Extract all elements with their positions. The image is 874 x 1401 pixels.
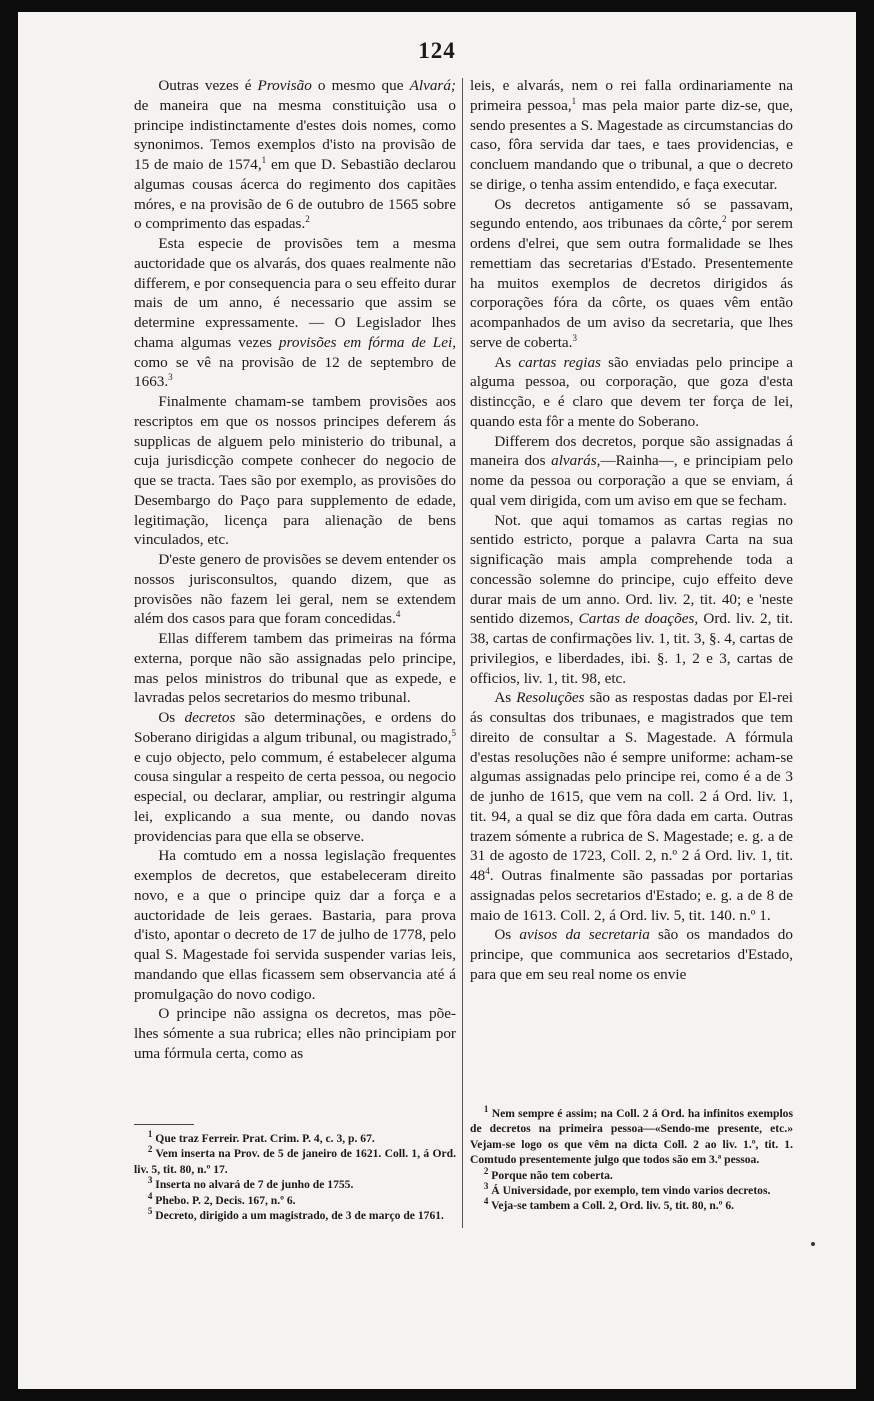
footnote (470, 1106, 793, 1168)
footnote (134, 1208, 456, 1223)
text-run: Os (158, 709, 185, 726)
footnotes-right (470, 1106, 793, 1214)
italic-text: cartas regias (518, 353, 601, 371)
footnote-rule-left (134, 1124, 194, 1125)
text-run: Differem dos decretos, porque são assignadas á maneira dos (470, 432, 793, 470)
text-run: Veja-se tambem a Coll. 2, Ord. liv. 5, tit. 80, n.º 6. (488, 1199, 735, 1213)
footnote-marker: 2 (147, 1144, 153, 1155)
footnote (134, 1190, 456, 1208)
column-divider (462, 78, 463, 1228)
footnote-marker: 4 (395, 609, 401, 620)
italic-text: Provisão (257, 77, 312, 94)
text-run: são enviadas pelo principe a alguma pessoa, ou corporação, que goza d'esta distincção, e é claro que devem ter força de lei, quando esta fôr a mente do Soberano. (470, 353, 793, 430)
page-number: 124 (418, 38, 456, 63)
footnote-marker: 1 (483, 1104, 489, 1115)
text-run: são as respostas dadas por El-rei ás consultas dos tribunaes, e magistrados que tem direito de consultar a S. Magestade. A fórmula d'estas resoluções não é sempre uniforme: acham-se algumas assignadas pelo principe rei, como é a de 3 de junho de 1615, que vem na coll. 2 á Ord. liv. 1, tit. 94, a qual se diz que fôra dada em carta. Outras trazem sómente a rubrica de S. Magestade; e. g. a de 31 de agosto de 1723, Coll. 2, n.º 2 á Ord. liv. 1, tit. 48 (470, 689, 793, 884)
italic-text: Alvará; (409, 77, 456, 94)
text-run: As (494, 353, 519, 371)
text-run: Ellas differem tambem das primeiras na fórma externa, porque não são assignadas pelo principe, mas pelos ministros do tribunal que as expede, e lavradas pelos secretarios do mesmo tribunal. (134, 630, 456, 707)
left-column (134, 76, 456, 1064)
italic-text: avisos da secretaria (519, 926, 650, 944)
text-run: Á Universidade, por exemplo, tem vindo varios decretos. (488, 1184, 771, 1198)
text-run: Esta especie de provisões tem a mesma auctoridade que os alvarás, dos quaes realmente não differem, e por consequencia para o seu effeito durar mais de um anno, é necessario que assim se determine expressamente. — O Legislador lhes chama algumas vezes (134, 235, 456, 351)
footnote-marker: 2 (721, 214, 727, 225)
ink-speck (811, 1242, 815, 1246)
text-run: e cujo objecto, pelo commum, é estabelecer alguma cousa singular a respeito de certa pessoa, ou negocio especial, ou declarar, ampliar, ou restringir alguma lei, explicando a sua mente, ou dando novas providencias para que ella se observe. (134, 748, 456, 845)
paragraph (134, 708, 456, 846)
text-run: Ha comtudo em a nossa legislação frequentes exemplos de decretos, que estabeleceram direito novo, e a que o principe quiz dar a força e a auctoridade de leis geraes. Bastaria, para prova d'isto, apontar o decreto de 17 de julho de 1778, pelo qual S. Magestade foi servida suspender varias leis, mandando que ellas ficassem sem observancia até á promulgação do novo codigo. (134, 847, 456, 1003)
footnote (470, 1183, 793, 1198)
italic-text: alvarás, (551, 452, 601, 470)
footnote-marker: 2 (483, 1165, 489, 1176)
footnotes-left (134, 1131, 456, 1223)
book-page (18, 12, 856, 1389)
text-run: por serem ordens d'elrei, que sem outra formalidade se lhes remettiam das secretarias d'Estado. Presentemente ha muitos exemplos de decretos dirigidos ás corporações fóra da côrte, os quaes vêm então acompanhados de um aviso da secretaria, que lhes serve de coberta. (470, 215, 793, 351)
paragraph (134, 550, 456, 629)
footnote-marker: 4 (147, 1190, 153, 1201)
text-run: Not. que aqui tomamos as cartas regias no sentido estricto, porque a palavra Carta na sua significação mais ampla comprehende toda a concessão solemne do principe, cujo effeito deve durar mais de um anno. Ord. liv. 2, tit. 40; e 'neste sentido dizemos, (470, 511, 793, 628)
paragraph (134, 392, 456, 550)
text-run: Decreto, dirigido a um magistrado, de 3 de março de 1761. (152, 1209, 444, 1223)
paragraph (470, 925, 793, 984)
text-run: são os mandados do principe, que communica aos secretarios d'Estado, para que em seu real nome os envie (470, 926, 793, 983)
paragraph (470, 511, 793, 689)
text-run: Os decretos antigamente só se passavam, segundo entendo, aos tribunaes da côrte, (470, 195, 793, 233)
text-run: Outras vezes é (158, 77, 258, 94)
footnote-marker: 4 (483, 1196, 489, 1207)
footnote-marker: 3 (572, 332, 577, 343)
paragraph (470, 195, 793, 353)
footnote-marker: 1 (147, 1129, 153, 1140)
footnote-marker: 5 (451, 727, 456, 738)
text-run: —Rainha—, e principiam pelo nome da pessoa ou corporação a que se enviam, á qual vem dirigida, com um aviso em que se fecham. (470, 452, 793, 509)
text-run: Porque não tem coberta. (488, 1168, 613, 1182)
text-run: o mesmo que (311, 77, 410, 94)
footnote-marker: 2 (305, 214, 310, 225)
footnote (134, 1177, 456, 1192)
paragraph (134, 76, 456, 234)
footnote (470, 1198, 793, 1213)
text-run: Phebo. P. 2, Decis. 167, n.º 6. (152, 1193, 296, 1207)
footnote-marker: 1 (571, 95, 577, 106)
italic-text: decretos (184, 709, 236, 726)
paragraph (470, 353, 793, 432)
paragraph (470, 76, 793, 195)
footnote-marker: 5 (147, 1206, 153, 1217)
text-run: Nem sempre é assim; na Coll. 2 á Ord. ha infinitos exemplos de decretos na primeira pessoa—«Sendo-me presente, etc.» Vejam-se logo os que vêm na dicta Coll. 2 ao liv. 1.º, tit. 1. Comtudo presentemente julgo que todos são em 3.ª pessoa. (470, 1107, 793, 1167)
text-run: D'este genero de provisões se devem entender os nossos jurisconsultos, quando dizem, que as provisões não fazem lei geral, nem se extendem além dos casos para que foram concedidas. (134, 551, 456, 628)
italic-text: Resoluções (516, 689, 585, 707)
footnote (470, 1165, 793, 1183)
paragraph (470, 432, 793, 511)
right-column (470, 76, 793, 985)
paragraph (134, 1004, 456, 1063)
text-run: em que D. Sebastião declarou algumas cousas ácerca do regimento dos capitães móres, e na provisão de 6 de outubro de 1565 sobre o comprimento das espadas. (134, 156, 456, 233)
footnote-marker: 4 (485, 865, 490, 876)
footnote-marker: 3 (483, 1181, 489, 1192)
text-run: O principe não assigna os decretos, mas põe-lhes sómente a sua rubrica; elles não principiam por uma fórmula certa, como as (134, 1005, 456, 1062)
text-run: são determinações, e ordens do Soberano dirigidas a algum tribunal, ou magistrado, (134, 709, 456, 746)
text-run: Inserta no alvará de 7 de junho de 1755. (152, 1178, 354, 1192)
paragraph (470, 688, 793, 925)
text-run: As (494, 689, 517, 707)
text-run: de maneira que na mesma constituição usa o principe indistinctamente d'estes dois nomes, como synonimos. Temos exemplos d'isto na provisão de 15 de maio de 1574, (134, 96, 456, 173)
italic-text: provisões em fórma de Lei, (278, 333, 456, 351)
italic-text: Cartas de doações, (578, 610, 699, 628)
text-run: Os (494, 926, 520, 944)
text-run: . Outras finalmente são passadas por portarias assignadas pelos secretarios d'Estado; e. g. a de 8 de maio de 1613. Coll. 2, á Ord. liv. 5, tit. 140. n.º 1. (470, 867, 793, 924)
footnote-marker: 3 (147, 1175, 153, 1186)
text-run: Finalmente chamam-se tambem provisões aos rescriptos em que os nossos principes deferem ás supplicas de alguem pelo ministerio do tribunal, a cuja jurisdicção compete conhecer do negocio de que se tracta. Taes são por exemplo, as provisões do Desembargo do Paço para supplemento de edade, legitimação, licença para alienação de bens vinculados, etc. (134, 393, 456, 549)
paragraph (134, 629, 456, 708)
footnote-marker: 3 (168, 372, 173, 383)
paragraph (134, 846, 456, 1004)
paragraph (134, 234, 456, 392)
text-run: Ord. liv. 2, tit. 38, cartas de confirmações liv. 1, tit. 3, §. 4, cartas de privilegios, e liberdades, ibi. §. 1, 2 e 3, cartas de officios, liv. 1, tit. 98, etc. (470, 610, 793, 687)
footnote (134, 1131, 456, 1146)
text-run: leis, e alvarás, nem o rei falla ordinariamente na primeira pessoa, (470, 77, 793, 114)
footnote-marker: 1 (261, 154, 267, 165)
text-run: Que traz Ferreir. Prat. Crim. P. 4, c. 3, p. 67. (152, 1132, 375, 1145)
footnote (134, 1146, 456, 1177)
text-run: Vem inserta na Prov. de 5 de janeiro de 1621. Coll. 1, á Ord. liv. 5, tit. 80, n.º 17. (134, 1147, 456, 1176)
text-run: como se vê na provisão de 12 de septembro de 1663. (134, 353, 456, 391)
text-run: mas pela maior parte diz-se, que, sendo presentes a S. Magestade as circumstancias do caso, fôra servida dar taes, e taes providencias, e concluem mandando que o tribunal, a que o decreto se dirige, o tenha assim entendido, e faça executar. (470, 96, 793, 193)
